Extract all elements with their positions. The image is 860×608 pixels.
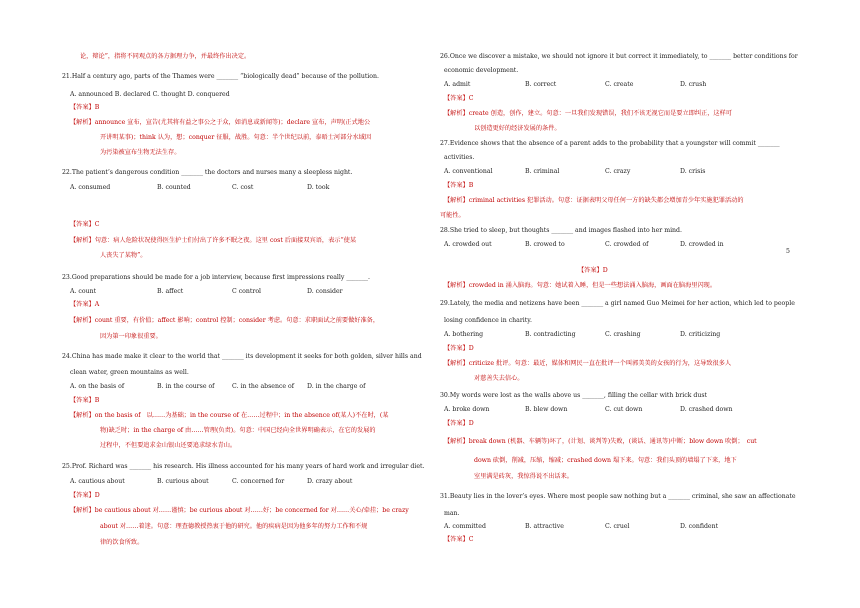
question-22-option-d: D. took <box>307 184 330 191</box>
question-24-stem: 24.China has made make it clear to the world that _______ its development it seeks for both golden, silver hills and <box>62 353 422 360</box>
question-29-option-a: A. bothering <box>444 331 484 338</box>
question-27-option-c: C. crazy <box>605 168 631 175</box>
question-30-explanation-3: 室里满是砖灰，我惊得说不出话来。 <box>474 473 573 480</box>
question-23-option-c: C control <box>232 288 262 295</box>
question-23-option-a: A. count <box>70 288 97 295</box>
question-22-stem: 22.The patient’s dangerous condition _______ the doctors and nurses many a sleepless night. <box>62 169 353 176</box>
question-25-option-d: D. crazy about <box>307 478 353 485</box>
question-31-option-a: A. committed <box>444 523 486 530</box>
question-29-option-d: D. criticizing <box>680 331 721 338</box>
question-30-answer: 【答案】D <box>444 420 474 427</box>
question-26-stem-2: economic development. <box>444 67 519 74</box>
question-27-stem-2: activities. <box>444 154 475 161</box>
question-27-explanation-2: 可能性。 <box>440 212 465 219</box>
question-24-explanation-3: 过程中，不但要追求金山银山还要追求绿水青山。 <box>100 442 237 449</box>
question-24-option-b: B. in the course of <box>157 383 215 390</box>
question-22-option-b: B. counted <box>157 184 191 191</box>
question-30-stem: 30.My words were lost as the walls above us _______, filling the cellar with brick dust <box>440 392 708 399</box>
question-22-option-a: A. consumed <box>70 184 111 191</box>
question-25-explanation-2: about 对……着迷。句意：理查德教授热衷于他的研究。他的疾病是因为他多年的努力工作和不规 <box>100 523 368 530</box>
question-27-answer: 【答案】B <box>444 182 474 189</box>
question-29-explanation: 【解析】criticize 批评。句意：最近，媒体和网民一直在批评一个叫郭美美的女孩的行为，这导致很多人 <box>444 360 732 367</box>
question-30-option-b: B. blew down <box>525 406 568 413</box>
question-26-option-b: B. correct <box>525 81 557 88</box>
continued-explanation: 论，辩论”，指将不同观点的各方据理力争，并最终作出决定。 <box>80 53 251 60</box>
question-31-stem: 31.Beauty lies in the lover’s eyes. Where most people saw nothing but a _______ criminal, she saw an affectionate <box>440 493 796 500</box>
question-22-explanation-2: 人丧失了某物”。 <box>100 252 147 259</box>
question-23-stem: 23.Good preparations should be made for a job interview, because first impressions really _______. <box>62 274 370 281</box>
question-21-explanation-3: 为污染被宣布生物无法生存。 <box>100 149 181 156</box>
question-24-answer: 【答案】B <box>70 397 100 404</box>
question-22-option-c: C. cost <box>232 184 254 191</box>
question-28-explanation: 【解析】crowded in 涌入脑海。句意：她试着入睡，但是一些想法涌入脑海，画面在脑海里闪现。 <box>444 282 717 289</box>
question-26-option-c: C. create <box>605 81 634 88</box>
question-31-option-c: C. cruel <box>605 523 630 530</box>
question-28-option-a: A. crowded out <box>444 241 492 248</box>
question-28-option-c: C. crowded of <box>605 241 649 248</box>
question-29-stem-2: losing confidence in charity. <box>444 317 532 324</box>
question-31-option-d: D. confident <box>680 523 719 530</box>
question-28-answer: 【答案】D <box>578 267 608 274</box>
question-21-options: A. announced B. declared C. thought D. conquered <box>70 91 230 98</box>
question-22-answer: 【答案】C <box>70 221 100 228</box>
question-27-stem: 27.Evidence shows that the absence of a parent adds to the probability that a youngster will commit _______ <box>440 140 780 147</box>
question-23-answer: 【答案】A <box>70 301 100 308</box>
question-31-option-b: B. attractive <box>525 523 564 530</box>
question-21-explanation: 【解析】announce 宣布，宣告(尤其将有益之事公之于众，如消息或新闻等)；declare 宣布，声明(正式地公 <box>70 119 371 126</box>
question-24-option-d: D. in the charge of <box>307 383 366 390</box>
question-24-option-a: A. on the basis of <box>70 383 125 390</box>
page-number: 5 <box>786 248 790 255</box>
question-26-stem: 26.Once we discover a mistake, we should not ignore it but correct it immediately, to _______ better conditions for <box>440 53 798 60</box>
question-26-explanation: 【解析】create 创造，创作，建立。句意：一旦我们发现错误，我们不该无视它而是要立即纠正，这样可 <box>444 110 732 117</box>
question-30-explanation-2: down 砍倒，削减，压缩，缩减；crashed down 塌下来。句意：我们头顶的墙塌了下来，地下 <box>474 457 737 464</box>
question-29-option-c: C. crashing <box>605 331 641 338</box>
question-31-stem-2: man. <box>444 510 460 517</box>
question-30-explanation: 【解析】break down (机器、车辆等)坏了，(计划、谈判等)失败，(谈话、通讯等)中断；blow down 吹倒； cut <box>444 438 757 445</box>
question-28-stem: 28.She tried to sleep, but thoughts _______ and images flashed into her mind. <box>440 227 682 234</box>
question-23-option-d: D. consider <box>307 288 343 295</box>
question-24-stem-2: clean water, green mountains as well. <box>70 369 189 376</box>
question-25-explanation-3: 律的饮食所致。 <box>100 539 144 546</box>
question-31-answer: 【答案】C <box>444 536 474 543</box>
question-26-answer: 【答案】C <box>444 95 474 102</box>
question-23-explanation-2: 因为第一印象很重要。 <box>100 333 162 340</box>
question-25-stem: 25.Prof. Richard was _______ his research. His illness accounted for his many years of hard work and irregular diet. <box>62 463 425 470</box>
question-29-stem: 29.Lately, the media and netizens have been _______ a girl named Guo Meimei for her action, which led to people <box>440 300 795 307</box>
question-30-option-a: A. broke down <box>444 406 490 413</box>
question-30-option-c: C. cut down <box>605 406 643 413</box>
question-21-stem: 21.Half a century ago, parts of the Thames were _______ “biologically dead” because of the pollution. <box>62 73 379 80</box>
question-24-option-c: C. in the absence of <box>232 383 295 390</box>
question-27-option-d: D. crisis <box>680 168 706 175</box>
question-22-explanation: 【解析】句意：病人危险状况使得医生护士们付出了许多不眠之夜。这里 cost 后面接双宾语，表示“使某 <box>70 237 357 244</box>
question-27-explanation: 【解析】criminal activities 犯罪活动。句意：证据表明父母任何一方的缺失都会增加青少年实施犯罪活动的 <box>444 197 744 204</box>
question-23-explanation: 【解析】count 重要，有价值；affect 影响；control 控制；consider 考虑。句意：求职面试之前要做好准备， <box>70 317 380 324</box>
question-28-option-d: D. crowded in <box>680 241 724 248</box>
question-27-option-a: A. conventional <box>444 168 493 175</box>
question-28-option-b: B. crowed to <box>525 241 565 248</box>
question-25-option-a: A. cautious about <box>70 478 125 485</box>
question-25-explanation: 【解析】be cautious about 对……谨慎；be curious about 对……好；be concerned for 对……关心/牵挂；be crazy <box>70 507 409 514</box>
question-21-explanation-2: 开讲明某事)；think 认为，想；conquer 征服，战胜。句意：半个世纪以前，泰晤士河部分水域因 <box>100 134 372 141</box>
question-26-option-a: A. admit <box>444 81 471 88</box>
question-25-answer: 【答案】D <box>70 492 100 499</box>
question-30-option-d: D. crashed down <box>680 406 733 413</box>
question-25-option-c: C. concerned for <box>232 478 285 485</box>
question-24-explanation: 【解析】on the basis of 以……为基础；in the course of 在……过程中；in the absence of(某人)不在时，(某 <box>70 412 389 419</box>
question-29-explanation-2: 对慈善失去信心。 <box>474 375 524 382</box>
question-25-option-b: B. curious about <box>157 478 209 485</box>
question-24-explanation-2: 物)缺乏时；in the charge of 由……管理(负责)。句意：中国已经向全世界明确表示，在它的发展的 <box>100 427 376 434</box>
question-29-option-b: B. contradicting <box>525 331 576 338</box>
question-27-option-b: B. criminal <box>525 168 560 175</box>
question-26-explanation-2: 以创造更好的经济发展的条件。 <box>474 125 561 132</box>
question-23-option-b: B. affect <box>157 288 184 295</box>
question-29-answer: 【答案】D <box>444 345 474 352</box>
question-26-option-d: D. crush <box>680 81 707 88</box>
question-21-answer: 【答案】B <box>70 104 100 111</box>
